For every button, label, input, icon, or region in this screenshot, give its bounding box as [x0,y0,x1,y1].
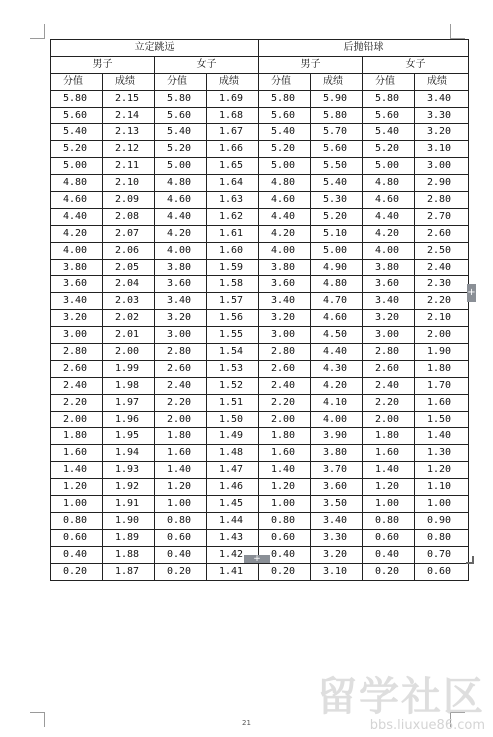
performance-cell: 1.40 [415,428,469,445]
performance-cell: 1.92 [103,479,155,496]
performance-cell: 2.11 [103,158,155,175]
score-points-cell: 5.60 [155,107,207,124]
performance-cell: 1.88 [103,546,155,563]
table-row [51,90,469,107]
gender-header-male: 男子 [51,56,155,73]
performance-cell: 1.57 [207,293,259,310]
performance-cell: 3.90 [311,428,363,445]
score-points-cell: 4.00 [363,242,415,259]
performance-cell: 3.60 [311,479,363,496]
table-row [51,563,469,580]
score-points-cell: 3.80 [363,259,415,276]
performance-cell: 3.80 [311,445,363,462]
score-points-cell: 5.40 [51,124,103,141]
table-row [51,192,469,209]
table-row [51,529,469,546]
performance-cell: 3.00 [415,158,469,175]
score-points-cell: 5.00 [51,158,103,175]
score-points-cell: 2.80 [259,344,311,361]
performance-cell: 2.10 [103,175,155,192]
performance-cell: 1.48 [207,445,259,462]
performance-cell: 2.01 [103,327,155,344]
performance-cell: 1.89 [103,529,155,546]
table-row [51,360,469,377]
performance-cell: 0.60 [415,563,469,580]
score-points-cell: 4.00 [259,242,311,259]
score-points-cell: 5.20 [51,141,103,158]
score-points-cell: 0.60 [155,529,207,546]
column-header: 分值 [363,73,415,90]
score-points-cell: 0.80 [259,512,311,529]
column-header: 成绩 [207,73,259,90]
performance-cell: 1.90 [103,512,155,529]
score-table [50,39,469,581]
column-header: 分值 [259,73,311,90]
score-points-cell: 2.20 [155,394,207,411]
score-points-cell: 5.20 [363,141,415,158]
score-points-cell: 5.40 [259,124,311,141]
table-row [51,175,469,192]
table-row [51,242,469,259]
performance-cell: 3.50 [311,496,363,513]
performance-cell: 1.95 [103,428,155,445]
gender-header-male: 男子 [259,56,363,73]
table-row [51,208,469,225]
score-points-cell: 5.20 [155,141,207,158]
score-points-cell: 3.00 [259,327,311,344]
performance-cell: 1.43 [207,529,259,546]
performance-cell: 1.30 [415,445,469,462]
score-points-cell: 0.60 [259,529,311,546]
performance-cell: 3.10 [311,563,363,580]
performance-cell: 2.00 [103,344,155,361]
performance-cell: 1.00 [415,496,469,513]
performance-cell: 4.90 [311,259,363,276]
column-header: 分值 [51,73,103,90]
expand-icon[interactable]: + [467,284,476,302]
score-points-cell: 4.80 [155,175,207,192]
performance-cell: 0.80 [415,529,469,546]
table-row [51,394,469,411]
score-points-cell: 1.00 [259,496,311,513]
watermark-title: 留学社区 [317,674,485,720]
score-points-cell: 2.60 [259,360,311,377]
performance-cell: 0.70 [415,546,469,563]
table-row [51,428,469,445]
score-points-cell: 4.20 [51,225,103,242]
score-points-cell: 1.60 [363,445,415,462]
performance-cell: 1.53 [207,360,259,377]
score-points-cell: 2.00 [51,411,103,428]
performance-cell: 2.20 [415,293,469,310]
table-row [51,327,469,344]
score-points-cell: 0.60 [363,529,415,546]
score-points-cell: 4.80 [259,175,311,192]
column-header: 成绩 [103,73,155,90]
score-points-cell: 5.60 [259,107,311,124]
performance-cell: 1.10 [415,479,469,496]
performance-cell: 2.30 [415,276,469,293]
score-points-cell: 0.60 [51,529,103,546]
table-body [51,90,469,580]
performance-cell: 1.60 [415,394,469,411]
performance-cell: 2.13 [103,124,155,141]
score-points-cell: 3.20 [259,310,311,327]
performance-cell: 2.08 [103,208,155,225]
performance-cell: 1.87 [103,563,155,580]
performance-cell: 1.93 [103,462,155,479]
score-points-cell: 3.20 [51,310,103,327]
performance-cell: 4.60 [311,310,363,327]
score-points-cell: 4.80 [51,175,103,192]
performance-cell: 2.10 [415,310,469,327]
performance-cell: 3.30 [415,107,469,124]
score-points-cell: 3.60 [363,276,415,293]
performance-cell: 2.12 [103,141,155,158]
performance-cell: 1.91 [103,496,155,513]
table-row [51,445,469,462]
performance-cell: 0.90 [415,512,469,529]
score-points-cell: 3.80 [259,259,311,276]
score-points-cell: 2.00 [259,411,311,428]
performance-cell: 1.70 [415,377,469,394]
table-row [51,158,469,175]
performance-cell: 2.04 [103,276,155,293]
score-points-cell: 1.40 [155,462,207,479]
performance-cell: 1.68 [207,107,259,124]
column-header-row [51,73,469,90]
score-points-cell: 3.80 [155,259,207,276]
expand-icon[interactable]: + [244,555,270,563]
score-points-cell: 3.60 [51,276,103,293]
table-row [51,293,469,310]
score-points-cell: 3.20 [363,310,415,327]
performance-cell: 4.70 [311,293,363,310]
performance-cell: 3.40 [415,90,469,107]
performance-cell: 2.06 [103,242,155,259]
crop-mark-icon [30,24,45,39]
table-row [51,479,469,496]
score-points-cell: 3.60 [259,276,311,293]
score-points-cell: 0.80 [155,512,207,529]
score-points-cell: 3.00 [51,327,103,344]
score-points-cell: 4.20 [363,225,415,242]
performance-cell: 1.20 [415,462,469,479]
score-points-cell: 0.40 [363,546,415,563]
performance-cell: 1.56 [207,310,259,327]
performance-cell: 3.70 [311,462,363,479]
performance-cell: 3.10 [415,141,469,158]
table-row [51,411,469,428]
table-row [51,344,469,361]
performance-cell: 1.94 [103,445,155,462]
table-row [51,496,469,513]
watermark-logo [315,675,485,733]
performance-cell: 1.50 [415,411,469,428]
score-points-cell: 2.20 [259,394,311,411]
score-points-cell: 5.40 [363,124,415,141]
performance-cell: 1.61 [207,225,259,242]
performance-cell: 1.46 [207,479,259,496]
performance-cell: 5.10 [311,225,363,242]
performance-cell: 2.07 [103,225,155,242]
score-points-cell: 0.20 [363,563,415,580]
score-points-cell: 1.80 [363,428,415,445]
score-points-cell: 0.80 [51,512,103,529]
score-points-cell: 1.00 [363,496,415,513]
score-points-cell: 2.60 [155,360,207,377]
performance-cell: 1.59 [207,259,259,276]
performance-cell: 5.30 [311,192,363,209]
score-points-cell: 4.80 [363,175,415,192]
performance-cell: 1.96 [103,411,155,428]
performance-cell: 2.02 [103,310,155,327]
crop-mark-icon [450,24,465,39]
performance-cell: 1.49 [207,428,259,445]
score-points-cell: 0.80 [363,512,415,529]
score-points-cell: 2.20 [363,394,415,411]
performance-cell: 3.30 [311,529,363,546]
score-points-cell: 4.60 [363,192,415,209]
score-points-cell: 3.20 [155,310,207,327]
score-points-cell: 4.40 [363,208,415,225]
score-points-cell: 5.60 [363,107,415,124]
performance-cell: 3.20 [415,124,469,141]
table-row [51,512,469,529]
score-points-cell: 2.80 [51,344,103,361]
score-points-cell: 0.20 [155,563,207,580]
score-points-cell: 4.00 [51,242,103,259]
score-points-cell: 2.40 [363,377,415,394]
score-points-cell: 5.80 [259,90,311,107]
table-row [51,225,469,242]
score-points-cell: 3.40 [363,293,415,310]
performance-cell: 5.50 [311,158,363,175]
performance-cell: 1.99 [103,360,155,377]
column-header: 成绩 [311,73,363,90]
table-row [51,141,469,158]
performance-cell: 4.30 [311,360,363,377]
score-points-cell: 2.40 [155,377,207,394]
score-points-cell: 4.60 [155,192,207,209]
column-header: 成绩 [415,73,469,90]
performance-cell: 5.80 [311,107,363,124]
performance-cell: 1.65 [207,158,259,175]
score-points-cell: 4.60 [51,192,103,209]
score-points-cell: 1.80 [155,428,207,445]
score-points-cell: 5.80 [51,90,103,107]
score-points-cell: 4.40 [155,208,207,225]
score-points-cell: 1.40 [51,462,103,479]
score-points-cell: 5.40 [155,124,207,141]
performance-cell: 4.80 [311,276,363,293]
score-points-cell: 3.00 [155,327,207,344]
score-points-cell: 1.80 [259,428,311,445]
performance-cell: 2.05 [103,259,155,276]
performance-cell: 5.60 [311,141,363,158]
table-row [51,462,469,479]
score-points-cell: 2.00 [155,411,207,428]
performance-cell: 2.50 [415,242,469,259]
gender-header-row [51,56,469,73]
score-points-cell: 4.20 [155,225,207,242]
score-points-cell: 4.40 [51,208,103,225]
performance-cell: 2.80 [415,192,469,209]
performance-cell: 5.20 [311,208,363,225]
event-header-long-jump: 立定跳远 [51,40,259,57]
table-row [51,310,469,327]
performance-cell: 1.41 [207,563,259,580]
score-points-cell: 3.00 [363,327,415,344]
score-points-cell: 2.60 [51,360,103,377]
score-points-cell: 2.40 [51,377,103,394]
score-points-cell: 5.00 [363,158,415,175]
table-row [51,259,469,276]
score-points-cell: 3.40 [155,293,207,310]
performance-cell: 1.50 [207,411,259,428]
performance-cell: 1.90 [415,344,469,361]
score-points-cell: 1.20 [363,479,415,496]
performance-cell: 1.66 [207,141,259,158]
event-header-row [51,40,469,57]
score-points-cell: 1.20 [51,479,103,496]
performance-cell: 2.09 [103,192,155,209]
performance-cell: 1.98 [103,377,155,394]
performance-cell: 1.80 [415,360,469,377]
score-points-cell: 5.00 [155,158,207,175]
performance-cell: 1.97 [103,394,155,411]
score-points-cell: 2.40 [259,377,311,394]
performance-cell: 1.62 [207,208,259,225]
performance-cell: 1.64 [207,175,259,192]
table-row [51,107,469,124]
performance-cell: 1.69 [207,90,259,107]
score-points-cell: 1.60 [51,445,103,462]
performance-cell: 1.67 [207,124,259,141]
score-points-cell: 5.20 [259,141,311,158]
score-points-cell: 4.40 [259,208,311,225]
score-points-cell: 5.60 [51,107,103,124]
score-points-cell: 0.40 [259,546,311,563]
gender-header-female: 女子 [363,56,469,73]
performance-cell: 1.52 [207,377,259,394]
score-points-cell: 4.00 [155,242,207,259]
score-points-cell: 5.00 [259,158,311,175]
table-row [51,124,469,141]
page-number: 21 [242,719,251,727]
performance-cell: 2.14 [103,107,155,124]
performance-cell: 4.20 [311,377,363,394]
score-points-cell: 1.20 [155,479,207,496]
performance-cell: 1.44 [207,512,259,529]
score-points-cell: 2.20 [51,394,103,411]
score-points-cell: 3.40 [259,293,311,310]
performance-cell: 2.03 [103,293,155,310]
performance-cell: 1.63 [207,192,259,209]
performance-cell: 2.40 [415,259,469,276]
table-row [51,276,469,293]
score-points-cell: 0.20 [51,563,103,580]
performance-cell: 2.70 [415,208,469,225]
score-points-cell: 4.60 [259,192,311,209]
score-points-cell: 1.40 [259,462,311,479]
performance-cell: 5.40 [311,175,363,192]
score-points-cell: 3.60 [155,276,207,293]
performance-cell: 2.00 [415,327,469,344]
performance-cell: 1.54 [207,344,259,361]
score-points-cell: 2.60 [363,360,415,377]
performance-cell: 1.51 [207,394,259,411]
score-points-cell: 0.40 [51,546,103,563]
score-points-cell: 2.80 [155,344,207,361]
score-points-cell: 5.80 [155,90,207,107]
score-points-cell: 1.40 [363,462,415,479]
score-points-cell: 1.80 [51,428,103,445]
performance-cell: 3.20 [311,546,363,563]
score-points-cell: 0.40 [155,546,207,563]
performance-cell: 1.60 [207,242,259,259]
performance-cell: 4.00 [311,411,363,428]
performance-cell: 1.42 [207,546,259,563]
score-points-cell: 1.00 [51,496,103,513]
score-points-cell: 1.20 [259,479,311,496]
performance-cell: 5.90 [311,90,363,107]
score-points-cell: 1.00 [155,496,207,513]
score-points-cell: 0.20 [259,563,311,580]
performance-cell: 2.60 [415,225,469,242]
score-points-cell: 4.20 [259,225,311,242]
performance-cell: 4.50 [311,327,363,344]
score-points-cell: 1.60 [155,445,207,462]
table-row [51,377,469,394]
score-points-cell: 2.00 [363,411,415,428]
performance-cell: 4.10 [311,394,363,411]
performance-cell: 1.58 [207,276,259,293]
performance-cell: 3.40 [311,512,363,529]
performance-cell: 4.40 [311,344,363,361]
score-points-cell: 2.80 [363,344,415,361]
performance-cell: 2.15 [103,90,155,107]
score-points-cell: 5.80 [363,90,415,107]
performance-cell: 1.47 [207,462,259,479]
performance-cell: 1.45 [207,496,259,513]
performance-cell: 2.90 [415,175,469,192]
watermark-url: bbs.liuxue86.com [369,718,485,733]
score-points-cell: 3.40 [51,293,103,310]
score-points-cell: 3.80 [51,259,103,276]
gender-header-female: 女子 [155,56,259,73]
performance-cell: 1.55 [207,327,259,344]
performance-cell: 5.00 [311,242,363,259]
performance-cell: 5.70 [311,124,363,141]
score-points-cell: 1.60 [259,445,311,462]
resize-handle-icon[interactable] [466,556,474,564]
column-header: 分值 [155,73,207,90]
event-header-shot-put: 后抛铅球 [259,40,469,57]
